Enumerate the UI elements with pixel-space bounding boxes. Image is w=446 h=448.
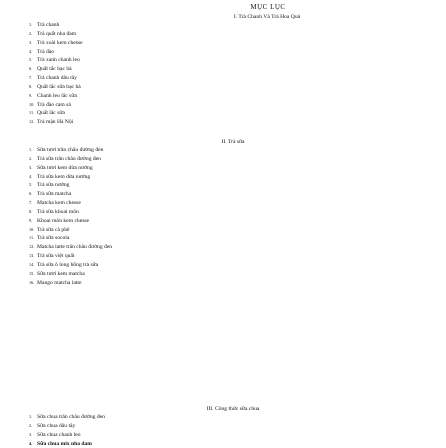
list-item xyxy=(29,56,83,65)
list-item-label: Sữa chua mix nha đam xyxy=(37,440,92,447)
list-item-label: Sữa tươi kem dừa nướng xyxy=(37,164,93,171)
list-item-label: Trà mận Hà Nội xyxy=(37,119,74,126)
list-item-label: Sữa tươi kem matcha xyxy=(37,270,85,277)
list-item-number: 13. xyxy=(29,253,35,259)
list-item-label: Mango matcha latte xyxy=(37,279,82,286)
list-item-label: Trà xoài kem chesse xyxy=(37,39,83,46)
list-item xyxy=(29,270,112,279)
list-item-number: 8. xyxy=(29,208,33,214)
list-item-number: 2. xyxy=(29,30,33,36)
list-item-number: 16. xyxy=(29,279,35,285)
list-item-number: 1. xyxy=(29,414,33,419)
list-item-label: Trà đào cam sả xyxy=(37,101,71,108)
list-item-number: 3. xyxy=(29,431,33,437)
section-3-heading-wrap xyxy=(0,405,446,413)
list-item-number: 8. xyxy=(29,83,33,89)
list-item xyxy=(29,181,112,190)
list-item-number: 9. xyxy=(29,92,33,98)
list-item-number: 14. xyxy=(29,261,35,267)
list-item-label: Quất lắc sữa xyxy=(37,110,65,117)
list-item-label: Trà sữa cà phê xyxy=(37,226,70,233)
list-item xyxy=(29,226,112,235)
list-item-number: 12. xyxy=(29,119,35,125)
list-item-number: 5. xyxy=(29,57,33,63)
list-item xyxy=(29,217,112,226)
list-item-number: 9. xyxy=(29,217,33,223)
list-item-label: Quất tắc bạc hà xyxy=(37,66,72,73)
list-item xyxy=(29,164,112,173)
list-item-label: Sữa chua trân châu đường đen xyxy=(37,414,105,420)
list-item-number: 5. xyxy=(29,182,33,188)
list-item-label: Quất lắc sữa bạc hà xyxy=(37,83,81,90)
list-item-label: Sữa tươi trân châu đường đen xyxy=(37,147,104,153)
list-item xyxy=(29,30,83,39)
list-item xyxy=(29,155,112,164)
list-item xyxy=(29,109,83,118)
list-item-number: 6. xyxy=(29,66,33,72)
list-item-number: 4. xyxy=(29,440,33,446)
list-item-label: Trà sữa trân châu đường đen xyxy=(37,155,101,162)
list-item-label: Sữa chua chanh leo xyxy=(37,431,81,438)
list-item-number: 4. xyxy=(29,173,33,179)
list-item-number: 7. xyxy=(29,75,33,81)
list-item xyxy=(29,118,83,127)
list-item xyxy=(29,413,105,422)
list-item xyxy=(29,65,83,74)
list-item-number: 2. xyxy=(29,422,33,428)
section-3-heading: III. Công thức sữa chua xyxy=(206,406,260,412)
list-item-label: Trà sữa socola xyxy=(37,235,70,242)
section-1-heading: I. Trà Chanh Và Trà Hoa Quả xyxy=(233,14,301,20)
list-item xyxy=(29,431,105,440)
list-item-label: Matcha kem chesse xyxy=(37,200,81,207)
list-item-number: 3. xyxy=(29,164,33,170)
list-item-label: Trà sữa kem dừa nướng xyxy=(37,173,91,180)
list-item-label: Trà sữa việt quất xyxy=(37,253,75,260)
list-item xyxy=(29,243,112,252)
list-item xyxy=(29,48,83,57)
list-item xyxy=(29,83,83,92)
list-item-label: Trà quất nha đam xyxy=(37,30,77,37)
list-item-label: Trà sữa matcha xyxy=(37,191,72,198)
list-item-label: Trà sữa khoai môn xyxy=(37,208,79,215)
list-item-number: 12. xyxy=(29,244,35,250)
section-2-heading-wrap xyxy=(0,138,446,146)
list-item xyxy=(29,252,112,261)
list-item xyxy=(29,101,83,110)
list-item-number: 11. xyxy=(29,110,35,116)
list-item xyxy=(29,173,112,182)
section-2-list xyxy=(29,146,112,288)
list-item xyxy=(29,74,83,83)
list-item-label: Trà chanh dâu tây xyxy=(37,75,78,82)
list-item-label: Trà sữa ô long hồng trà sữa xyxy=(37,261,99,268)
list-item-number: 6. xyxy=(29,191,33,197)
list-item-label: Trà xanh chanh leo xyxy=(37,57,80,64)
document-title: MỤC LỤC xyxy=(250,3,286,11)
list-item xyxy=(29,440,105,448)
list-item-number: 1. xyxy=(29,22,33,27)
list-item-label: Chanh leo lắc sữa xyxy=(37,92,77,99)
section-2-heading: II. Trà sữa xyxy=(221,139,245,145)
list-item-label: Trà sữa nướng xyxy=(37,182,70,189)
list-item-number: 11. xyxy=(29,235,35,241)
list-item-number: 15. xyxy=(29,270,35,276)
list-item-number: 2. xyxy=(29,155,33,161)
list-item-label: Trà chanh xyxy=(37,22,60,28)
list-item xyxy=(29,208,112,217)
list-item-label: Sữa chua dâu tây xyxy=(37,422,76,429)
list-item-number: 10. xyxy=(29,226,35,232)
section-1-list xyxy=(29,21,83,127)
list-item-label: Matcha latte trân châu đường đen xyxy=(37,244,113,251)
section-3-list xyxy=(29,413,105,448)
list-item xyxy=(29,39,83,48)
list-item-number: 4. xyxy=(29,48,33,54)
list-item xyxy=(29,92,83,101)
list-item-number: 3. xyxy=(29,39,33,45)
list-item-label: Trà đào xyxy=(37,48,55,55)
list-item-label: Khoai môn kem chesse xyxy=(37,217,90,224)
list-item xyxy=(29,146,112,155)
list-item xyxy=(29,190,112,199)
list-item xyxy=(29,261,112,270)
list-item xyxy=(29,199,112,208)
list-item xyxy=(29,422,105,431)
list-item-number: 1. xyxy=(29,147,33,152)
list-item xyxy=(29,21,83,30)
list-item-number: 10. xyxy=(29,101,35,107)
list-item xyxy=(29,279,112,288)
list-item-number: 7. xyxy=(29,200,33,206)
list-item xyxy=(29,234,112,243)
